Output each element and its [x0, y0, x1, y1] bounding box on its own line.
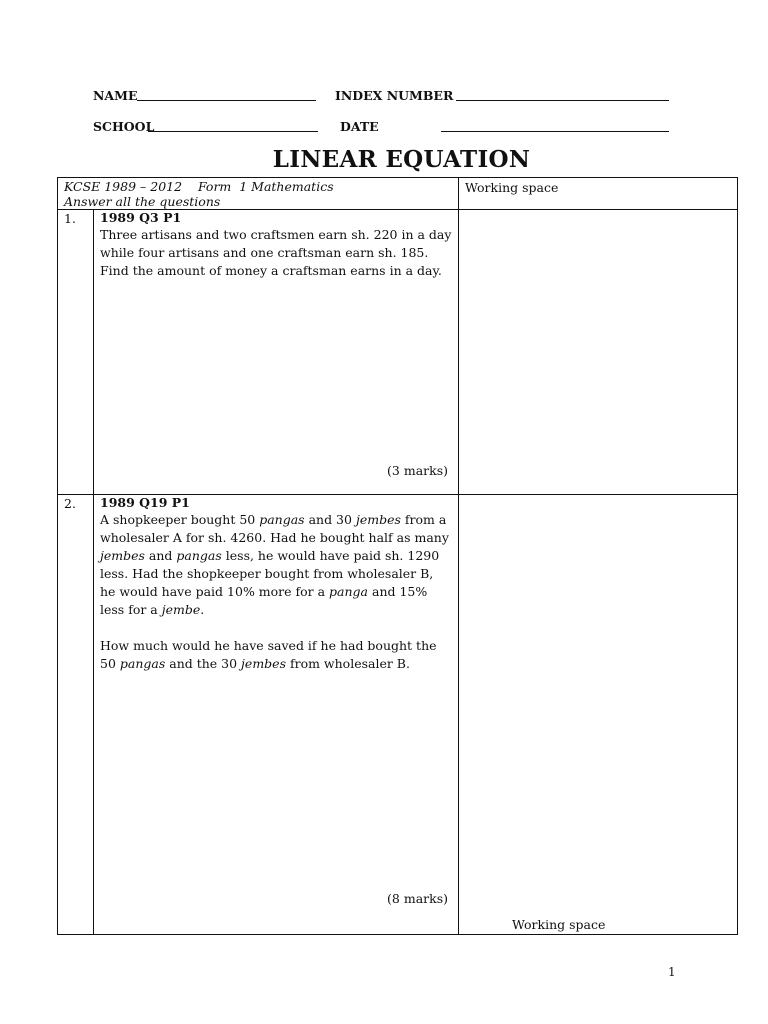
- question-cell-2: [94, 495, 459, 935]
- working-space-footer: Working space: [512, 917, 606, 932]
- question-row-2: [58, 495, 738, 935]
- working-space-header: Working space: [459, 178, 738, 210]
- question-text: [100, 511, 452, 673]
- name-field-line[interactable]: [137, 100, 316, 101]
- question-code: 1989 Q3 P1: [100, 210, 182, 225]
- question-paragraph: How much would he have saved if he had bought the 50 pangas and the 30 jembes from wholesaler B.: [100, 638, 437, 671]
- working-space-cell-2[interactable]: [459, 495, 738, 935]
- question-cell-1: [94, 210, 459, 495]
- table-header-row: [58, 178, 738, 210]
- marks-label: (8 marks): [387, 891, 448, 906]
- question-paragraph: Three artisans and two craftsmen earn sh. 220 in a day while four artisans and one craftsman earn sh. 185. Find the amount of money a craftsman earns in a day.: [100, 227, 452, 278]
- index-number-field-line[interactable]: [456, 100, 669, 101]
- index-number-label: INDEX NUMBER: [335, 88, 454, 103]
- question-row-1: [58, 210, 738, 495]
- date-label: DATE: [340, 119, 379, 134]
- question-number: 2.: [58, 495, 94, 935]
- exam-info: KCSE 1989 – 2012 Form 1 Mathematics: [64, 179, 334, 194]
- question-text: [100, 226, 452, 280]
- question-paragraph: A shopkeeper bought 50 pangas and 30 jembes from a wholesaler A for sh. 4260. Had he bought half as many jembes and pangas less, he would have paid sh. 1290 less. Had the shopkeeper bought from wholesaler B, he would have paid 10% more for a panga and 15% less for a jembe.: [100, 512, 449, 617]
- date-field-line[interactable]: [441, 131, 669, 132]
- page-number: 1: [668, 965, 676, 979]
- name-label: NAME: [93, 88, 138, 103]
- document-title: LINEAR EQUATION: [272, 146, 531, 173]
- instructions-text: Answer all the questions: [64, 194, 221, 209]
- question-table: [57, 177, 738, 935]
- marks-label: (3 marks): [387, 463, 448, 478]
- instructions-cell: [58, 178, 459, 210]
- question-number: 1.: [58, 210, 94, 495]
- working-space-cell-1[interactable]: [459, 210, 738, 495]
- school-label: SCHOOL: [93, 119, 155, 134]
- question-code: 1989 Q19 P1: [100, 495, 190, 510]
- school-field-line[interactable]: [148, 131, 318, 132]
